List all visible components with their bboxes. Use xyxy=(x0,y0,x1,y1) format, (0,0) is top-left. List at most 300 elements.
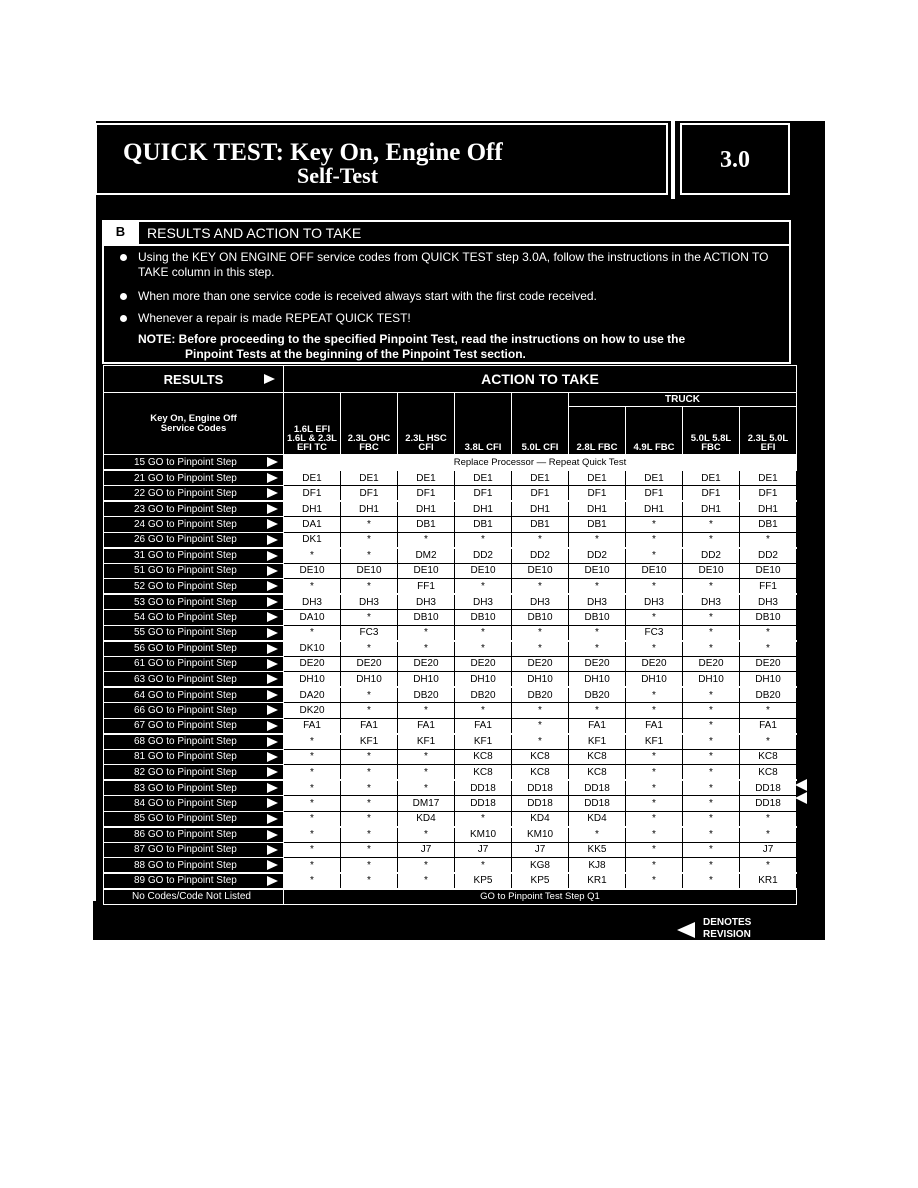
service-code-label: 64 GO to Pinpoint Step xyxy=(104,687,266,703)
action-cell: * xyxy=(455,641,512,657)
action-cell: * xyxy=(455,811,512,827)
table-row xyxy=(104,594,797,610)
action-cell: * xyxy=(683,641,740,657)
action-cell: * xyxy=(341,749,398,765)
action-cell: DE10 xyxy=(284,563,341,579)
action-cell: * xyxy=(284,811,341,827)
action-cell: DF1 xyxy=(284,486,341,502)
action-cell: * xyxy=(569,579,626,595)
codes-header-line1: Key On, Engine Off xyxy=(150,412,237,424)
service-code-label: 22 GO to Pinpoint Step xyxy=(104,486,266,502)
action-cell: DA20 xyxy=(284,687,341,703)
action-cell: * xyxy=(398,765,455,781)
arrow-right-icon xyxy=(267,535,278,545)
action-cell: * xyxy=(626,827,683,843)
column-header: 1.6L EFI 1.6L & 2.3L EFI TC xyxy=(284,393,341,455)
action-cell: * xyxy=(683,796,740,812)
action-cell: KD4 xyxy=(512,811,569,827)
column-header: 2.8L FBC xyxy=(569,407,626,455)
table-row xyxy=(104,703,797,719)
service-code-label: 88 GO to Pinpoint Step xyxy=(104,858,266,874)
action-cell: J7 xyxy=(740,842,797,858)
action-cell: DF1 xyxy=(455,486,512,502)
arrow-cell xyxy=(266,625,284,641)
action-cell: DB10 xyxy=(455,610,512,626)
bullet-text: Using the KEY ON ENGINE OFF service codes from QUICK TEST step 3.0A, follow the instructions in the ACTION TO TAKE column in this step. xyxy=(138,250,769,279)
action-cell: KC8 xyxy=(455,765,512,781)
action-cell: DF1 xyxy=(512,486,569,502)
action-cell: DE1 xyxy=(626,470,683,486)
action-cell: KD4 xyxy=(398,811,455,827)
service-code-label: 82 GO to Pinpoint Step xyxy=(104,765,266,781)
action-cell: * xyxy=(569,625,626,641)
action-cell: DA1 xyxy=(284,517,341,533)
action-cell: DB1 xyxy=(398,517,455,533)
action-cell: DD2 xyxy=(455,548,512,564)
action-cell: DH3 xyxy=(284,594,341,610)
service-code-label: 31 GO to Pinpoint Step xyxy=(104,548,266,564)
step-number: 3.0 xyxy=(720,147,750,173)
service-code-label: 24 GO to Pinpoint Step xyxy=(104,517,266,533)
action-cell: * xyxy=(626,532,683,548)
service-code-label: 86 GO to Pinpoint Step xyxy=(104,827,266,843)
action-cell: DE10 xyxy=(398,563,455,579)
action-cell: KD4 xyxy=(569,811,626,827)
arrow-cell xyxy=(266,579,284,595)
action-cell: * xyxy=(626,842,683,858)
arrow-cell xyxy=(266,734,284,750)
instruction-bullet xyxy=(120,311,780,327)
action-cell: DH1 xyxy=(626,501,683,517)
action-cell: DE20 xyxy=(626,656,683,672)
action-cell: DA10 xyxy=(284,610,341,626)
service-code-label: No Codes/Code Not Listed xyxy=(104,889,284,905)
action-cell: * xyxy=(740,734,797,750)
action-cell: DF1 xyxy=(683,486,740,502)
action-cell: * xyxy=(683,765,740,781)
table-row xyxy=(104,486,797,502)
service-code-label: 67 GO to Pinpoint Step xyxy=(104,718,266,734)
action-cell: KR1 xyxy=(569,873,626,889)
arrow-right-icon xyxy=(267,628,278,638)
action-cell: DK1 xyxy=(284,532,341,548)
action-cell: * xyxy=(683,858,740,874)
action-cell: J7 xyxy=(398,842,455,858)
action-cell: DB20 xyxy=(398,687,455,703)
action-cell: DH3 xyxy=(341,594,398,610)
action-cell: DK10 xyxy=(284,641,341,657)
action-cell: DB1 xyxy=(455,517,512,533)
service-code-label: 56 GO to Pinpoint Step xyxy=(104,641,266,657)
service-code-label: 63 GO to Pinpoint Step xyxy=(104,672,266,688)
bullet-text: Whenever a repair is made REPEAT QUICK TEST! xyxy=(138,311,411,325)
action-cell: DB20 xyxy=(740,687,797,703)
action-cell: DH3 xyxy=(626,594,683,610)
action-cell: DB10 xyxy=(512,610,569,626)
denotes-line2: REVISION xyxy=(703,929,751,940)
action-cell: * xyxy=(512,579,569,595)
action-cell: DH10 xyxy=(455,672,512,688)
action-cell: DH10 xyxy=(512,672,569,688)
arrow-cell xyxy=(266,827,284,843)
action-cell: KK5 xyxy=(569,842,626,858)
note-line2: Pinpoint Tests at the beginning of the Pinpoint Test section. xyxy=(185,347,526,361)
action-cell: DH3 xyxy=(398,594,455,610)
arrow-cell xyxy=(266,501,284,517)
action-cell: * xyxy=(569,827,626,843)
action-span: GO to Pinpoint Test Step Q1 xyxy=(284,889,797,905)
action-cell: * xyxy=(341,687,398,703)
service-code-label: 61 GO to Pinpoint Step xyxy=(104,656,266,672)
action-cell: FC3 xyxy=(341,625,398,641)
action-cell: DE10 xyxy=(512,563,569,579)
arrow-right-icon xyxy=(267,659,278,669)
action-cell: * xyxy=(740,858,797,874)
arrow-right-icon xyxy=(267,473,278,483)
action-cell: DD18 xyxy=(569,796,626,812)
action-cell: FA1 xyxy=(398,718,455,734)
action-cell: DD18 xyxy=(455,796,512,812)
column-header: 2.3L HSC CFI xyxy=(398,393,455,455)
action-cell: * xyxy=(455,579,512,595)
action-cell: DF1 xyxy=(626,486,683,502)
service-code-label: 89 GO to Pinpoint Step xyxy=(104,873,266,889)
action-cell: KG8 xyxy=(512,858,569,874)
action-cell: * xyxy=(398,749,455,765)
arrow-right-icon xyxy=(267,845,278,855)
arrow-right-icon xyxy=(267,690,278,700)
arrow-right-icon xyxy=(267,705,278,715)
bullet-icon xyxy=(120,293,127,300)
table-row xyxy=(104,563,797,579)
action-cell: * xyxy=(740,625,797,641)
action-header: ACTION TO TAKE xyxy=(284,366,797,393)
action-span: Replace Processor — Repeat Quick Test xyxy=(284,455,797,471)
table-row xyxy=(104,734,797,750)
arrow-right-icon xyxy=(267,519,278,529)
instruction-bullet xyxy=(120,250,780,282)
action-cell: DF1 xyxy=(341,486,398,502)
action-cell: * xyxy=(341,532,398,548)
action-cell: DE1 xyxy=(455,470,512,486)
action-cell: FA1 xyxy=(455,718,512,734)
action-cell: * xyxy=(683,734,740,750)
arrow-cell xyxy=(266,656,284,672)
arrow-cell xyxy=(266,703,284,719)
action-cell: * xyxy=(341,842,398,858)
action-cell: DB20 xyxy=(569,687,626,703)
action-cell: DD2 xyxy=(740,548,797,564)
action-cell: DH1 xyxy=(284,501,341,517)
action-cell: * xyxy=(455,625,512,641)
action-cell: * xyxy=(341,811,398,827)
action-cell: * xyxy=(284,765,341,781)
action-cell: * xyxy=(284,873,341,889)
service-code-label: 68 GO to Pinpoint Step xyxy=(104,734,266,750)
action-cell: DH3 xyxy=(455,594,512,610)
action-cell: KJ8 xyxy=(569,858,626,874)
action-cell: * xyxy=(569,703,626,719)
action-cell: DK20 xyxy=(284,703,341,719)
action-cell: DE1 xyxy=(341,470,398,486)
title-box xyxy=(95,123,668,195)
action-cell: DE10 xyxy=(683,563,740,579)
arrow-cell xyxy=(266,873,284,889)
arrow-right-icon xyxy=(267,767,278,777)
action-cell: KF1 xyxy=(626,734,683,750)
arrow-right-icon xyxy=(267,721,278,731)
action-cell: KC8 xyxy=(740,749,797,765)
action-cell: * xyxy=(341,548,398,564)
table-row xyxy=(104,610,797,626)
action-cell: FA1 xyxy=(569,718,626,734)
action-cell: DB20 xyxy=(512,687,569,703)
action-cell: DH1 xyxy=(455,501,512,517)
arrow-cell xyxy=(266,594,284,610)
action-cell: KC8 xyxy=(455,749,512,765)
table-row xyxy=(104,765,797,781)
action-cell: * xyxy=(455,703,512,719)
action-cell: DE10 xyxy=(740,563,797,579)
action-cell: * xyxy=(626,811,683,827)
action-cell: * xyxy=(341,703,398,719)
arrow-cell xyxy=(266,532,284,548)
column-header: 2.3L 5.0L EFI xyxy=(740,407,797,455)
action-cell: FA1 xyxy=(740,718,797,734)
arrow-cell xyxy=(266,641,284,657)
arrow-right-icon xyxy=(267,674,278,684)
action-cell: KF1 xyxy=(455,734,512,750)
action-cell: DE20 xyxy=(398,656,455,672)
service-code-label: 51 GO to Pinpoint Step xyxy=(104,563,266,579)
action-cell: * xyxy=(341,796,398,812)
service-code-label: 23 GO to Pinpoint Step xyxy=(104,501,266,517)
action-cell: KC8 xyxy=(512,765,569,781)
service-code-label: 55 GO to Pinpoint Step xyxy=(104,625,266,641)
arrow-right-icon xyxy=(267,814,278,824)
action-cell: KF1 xyxy=(569,734,626,750)
arrow-cell xyxy=(266,470,284,486)
action-cell: FA1 xyxy=(626,718,683,734)
action-cell: * xyxy=(626,641,683,657)
action-cell: DE1 xyxy=(740,470,797,486)
action-cell: DD18 xyxy=(740,796,797,812)
denotes-revision-arrow-icon xyxy=(677,922,695,938)
action-cell: * xyxy=(398,858,455,874)
action-cell: * xyxy=(683,811,740,827)
action-cell: DE20 xyxy=(683,656,740,672)
arrow-cell xyxy=(266,858,284,874)
action-cell: DD2 xyxy=(683,548,740,564)
arrow-cell xyxy=(266,672,284,688)
note-line1: NOTE: Before proceeding to the specified Pinpoint Test, read the instructions on how to use the xyxy=(138,332,686,346)
arrow-right-icon xyxy=(267,504,278,514)
action-cell: * xyxy=(341,827,398,843)
action-cell: DH10 xyxy=(626,672,683,688)
service-code-label: 85 GO to Pinpoint Step xyxy=(104,811,266,827)
section-divider xyxy=(104,244,789,246)
column-header: 5.0L CFI xyxy=(512,393,569,455)
action-cell: * xyxy=(626,780,683,796)
action-cell: DD2 xyxy=(512,548,569,564)
arrow-right-icon xyxy=(267,737,278,747)
action-cell: DB10 xyxy=(569,610,626,626)
action-cell: DE1 xyxy=(683,470,740,486)
action-cell: DH10 xyxy=(284,672,341,688)
table-row xyxy=(104,656,797,672)
page-subtitle: Self-Test xyxy=(297,163,379,188)
action-cell: DB1 xyxy=(569,517,626,533)
action-cell: DD18 xyxy=(740,780,797,796)
action-cell: DB20 xyxy=(455,687,512,703)
action-cell: * xyxy=(626,765,683,781)
action-cell: * xyxy=(455,858,512,874)
arrow-cell xyxy=(266,765,284,781)
arrow-cell xyxy=(266,455,284,471)
service-code-label: 66 GO to Pinpoint Step xyxy=(104,703,266,719)
action-cell: * xyxy=(341,780,398,796)
action-cell: FA1 xyxy=(284,718,341,734)
action-cell: DE1 xyxy=(398,470,455,486)
arrow-right-icon xyxy=(267,783,278,793)
action-cell: * xyxy=(740,811,797,827)
action-cell: * xyxy=(683,703,740,719)
service-code-label: 81 GO to Pinpoint Step xyxy=(104,749,266,765)
action-cell: DH1 xyxy=(398,501,455,517)
action-cell: DB10 xyxy=(398,610,455,626)
action-cell: DM2 xyxy=(398,548,455,564)
action-cell: DD2 xyxy=(569,548,626,564)
column-header: 5.0L 5.8L FBC xyxy=(683,407,740,455)
action-cell: * xyxy=(512,703,569,719)
action-cell: * xyxy=(683,873,740,889)
action-cell: * xyxy=(626,749,683,765)
action-cell: DB1 xyxy=(740,517,797,533)
action-cell: * xyxy=(512,718,569,734)
action-cell: KC8 xyxy=(740,765,797,781)
action-cell: * xyxy=(626,703,683,719)
action-cell: KF1 xyxy=(398,734,455,750)
action-cell: DE10 xyxy=(569,563,626,579)
action-cell: * xyxy=(284,625,341,641)
action-cell: * xyxy=(398,703,455,719)
table-row xyxy=(104,532,797,548)
table-row xyxy=(104,501,797,517)
action-cell: * xyxy=(512,734,569,750)
action-cell: * xyxy=(683,610,740,626)
action-cell: * xyxy=(341,610,398,626)
table-row xyxy=(104,672,797,688)
action-cell: * xyxy=(683,842,740,858)
action-cell: * xyxy=(626,517,683,533)
table-row xyxy=(104,579,797,595)
action-cell: DB10 xyxy=(740,610,797,626)
action-cell: DE20 xyxy=(341,656,398,672)
arrow-cell xyxy=(266,486,284,502)
action-cell: * xyxy=(284,780,341,796)
action-cell: DH10 xyxy=(740,672,797,688)
table-row xyxy=(104,641,797,657)
table-row xyxy=(104,873,797,889)
action-cell: * xyxy=(398,827,455,843)
action-cell: * xyxy=(341,873,398,889)
service-code-label: 52 GO to Pinpoint Step xyxy=(104,579,266,595)
action-cell: * xyxy=(626,858,683,874)
action-cell: DE1 xyxy=(512,470,569,486)
action-cell: * xyxy=(512,641,569,657)
arrow-cell xyxy=(266,749,284,765)
action-cell: * xyxy=(455,532,512,548)
action-cell: DD18 xyxy=(512,780,569,796)
action-cell: * xyxy=(683,827,740,843)
action-cell: DD18 xyxy=(569,780,626,796)
action-cell: * xyxy=(284,796,341,812)
arrow-right-icon xyxy=(267,488,278,498)
action-cell: * xyxy=(626,579,683,595)
instruction-bullet xyxy=(120,289,780,305)
action-cell: KP5 xyxy=(455,873,512,889)
action-cell: * xyxy=(740,532,797,548)
action-cell: J7 xyxy=(512,842,569,858)
table-row xyxy=(104,842,797,858)
action-cell: KF1 xyxy=(341,734,398,750)
service-code-label: 15 GO to Pinpoint Step xyxy=(104,455,266,471)
arrow-cell xyxy=(266,610,284,626)
arrow-cell xyxy=(266,718,284,734)
action-cell: * xyxy=(284,827,341,843)
action-cell: * xyxy=(569,641,626,657)
action-cell: DF1 xyxy=(569,486,626,502)
action-cell: * xyxy=(398,625,455,641)
action-cell: DH1 xyxy=(683,501,740,517)
section-title: RESULTS AND ACTION TO TAKE xyxy=(147,225,362,241)
arrow-right-icon xyxy=(267,581,278,591)
arrow-right-icon xyxy=(267,551,278,561)
column-header: 3.8L CFI xyxy=(455,393,512,455)
action-cell: * xyxy=(341,858,398,874)
action-cell: DE10 xyxy=(626,563,683,579)
results-header xyxy=(104,366,284,393)
service-code-label: 87 GO to Pinpoint Step xyxy=(104,842,266,858)
action-cell: DF1 xyxy=(740,486,797,502)
action-cell: * xyxy=(683,625,740,641)
action-cell: * xyxy=(284,548,341,564)
arrow-right-icon xyxy=(267,876,278,886)
action-cell: * xyxy=(740,703,797,719)
action-cell: DH1 xyxy=(512,501,569,517)
codes-header-line2: Service Codes xyxy=(160,422,227,434)
arrow-cell xyxy=(266,842,284,858)
action-cell: * xyxy=(569,532,626,548)
bullet-icon xyxy=(120,254,127,261)
action-cell: KR1 xyxy=(740,873,797,889)
action-cell: * xyxy=(626,610,683,626)
action-cell: * xyxy=(284,749,341,765)
denotes-revision-legend xyxy=(703,917,751,941)
quick-test-panel xyxy=(93,121,825,940)
header-divider xyxy=(671,121,675,199)
action-cell: DD18 xyxy=(512,796,569,812)
results-header-label: RESULTS xyxy=(163,371,224,387)
step-number-box xyxy=(680,123,790,195)
action-cell: DE20 xyxy=(512,656,569,672)
arrow-right-icon xyxy=(267,752,278,762)
arrow-right-icon xyxy=(267,597,278,607)
action-cell: DH1 xyxy=(740,501,797,517)
action-cell: * xyxy=(683,718,740,734)
service-code-label: 84 GO to Pinpoint Step xyxy=(104,796,266,812)
action-cell: * xyxy=(398,641,455,657)
